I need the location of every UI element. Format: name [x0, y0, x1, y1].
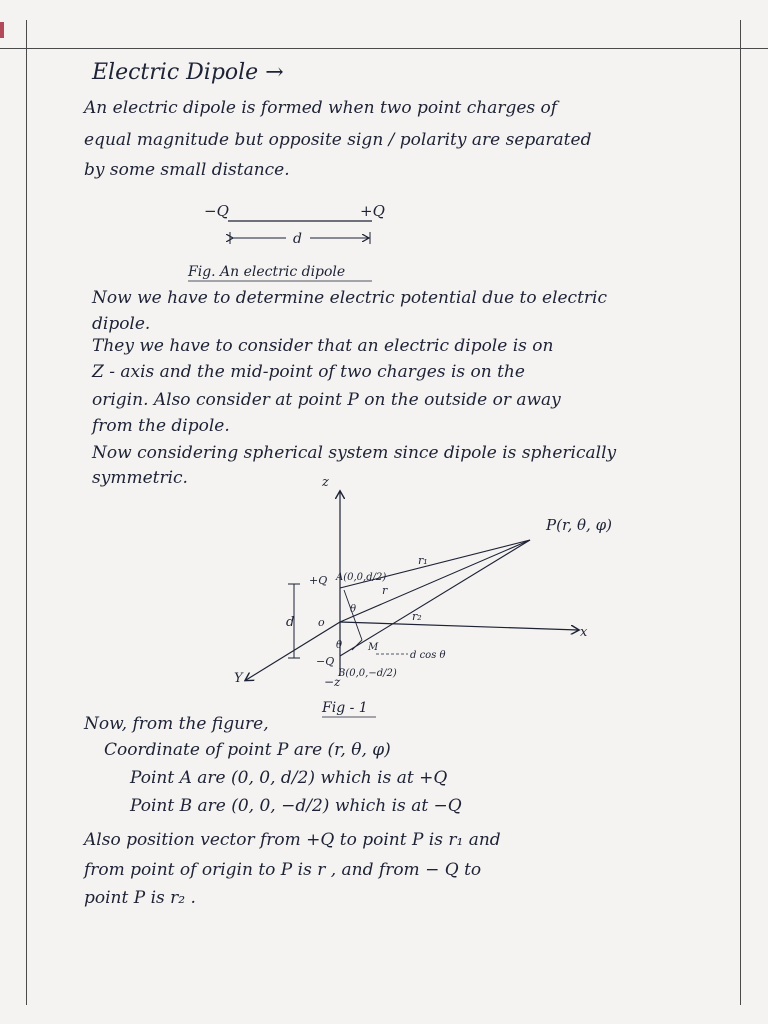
page-title: Electric Dipole →	[92, 60, 284, 85]
z-axis-label: z	[322, 475, 329, 490]
body-line-3: They we have to consider that an electric dipole is on	[92, 336, 554, 356]
intro-line-2: equal magnitude but opposite sign / polarity are separated	[84, 130, 592, 150]
theta1-label: θ	[350, 604, 357, 615]
point-b-label: B(0,0,−d/2)	[338, 668, 397, 679]
body-line-6: from the dipole.	[92, 416, 230, 436]
r1-label: r₁	[418, 554, 428, 567]
y-axis-label: Y	[234, 671, 243, 686]
conclusion-line-5: Also position vector from +Q to point P is r₁ and	[84, 830, 501, 850]
intro-line-1: An electric dipole is formed when two point charges of	[84, 98, 558, 118]
body-line-5: origin. Also consider at point P on the outside or away	[92, 390, 561, 410]
theta2-label: θ	[336, 640, 343, 651]
conclusion-line-1: Now, from the figure,	[84, 714, 269, 734]
x-axis	[340, 622, 578, 630]
small-figure-caption: Fig. An electric dipole	[188, 264, 346, 280]
r-label: r	[382, 584, 388, 597]
conclusion-line-3: Point A are (0, 0, d/2) which is at +Q	[130, 768, 448, 788]
neg-charge-label: −Q	[204, 202, 229, 220]
small-dipole-figure	[187, 202, 385, 281]
dipole-spherical-figure	[234, 475, 612, 717]
m-label: M	[368, 642, 379, 653]
r2-label: r₂	[412, 610, 422, 623]
point-p-label: P(r, θ, φ)	[546, 516, 612, 534]
origin-label: o	[318, 616, 325, 629]
conclusion-line-4: Point B are (0, 0, −d/2) which is at −Q	[130, 796, 462, 816]
body-line-8: symmetric.	[92, 468, 188, 488]
r2-vector	[340, 540, 530, 656]
distance-label: d	[293, 231, 302, 247]
conclusion-line-6: from point of origin to P is r , and from − Q to	[84, 860, 482, 880]
body-line-1: Now we have to determine electric potential due to electric	[92, 288, 607, 308]
pos-q-label: +Q	[309, 574, 328, 587]
x-axis-label: x	[580, 625, 588, 640]
dcos-label: d cos θ	[410, 650, 446, 661]
neg-z-axis-label: −z	[324, 675, 341, 689]
d-label: d	[286, 615, 295, 630]
pos-charge-label: +Q	[360, 202, 385, 220]
point-a-label: A(0,0,d/2)	[336, 572, 387, 583]
fig1-caption: Fig - 1	[322, 700, 368, 716]
intro-line-3: by some small distance.	[84, 160, 290, 180]
body-line-4: Z - axis and the mid-point of two charges is on the	[92, 362, 525, 382]
body-line-7: Now considering spherical system since dipole is spherically	[92, 443, 617, 463]
body-line-2: dipole.	[92, 314, 151, 334]
projection-line	[344, 590, 362, 640]
y-axis	[246, 622, 343, 680]
conclusion-line-2: Coordinate of point P are (r, θ, φ)	[104, 740, 391, 760]
conclusion-line-7: point P is r₂ .	[84, 888, 196, 908]
neg-q-label: −Q	[316, 655, 335, 668]
